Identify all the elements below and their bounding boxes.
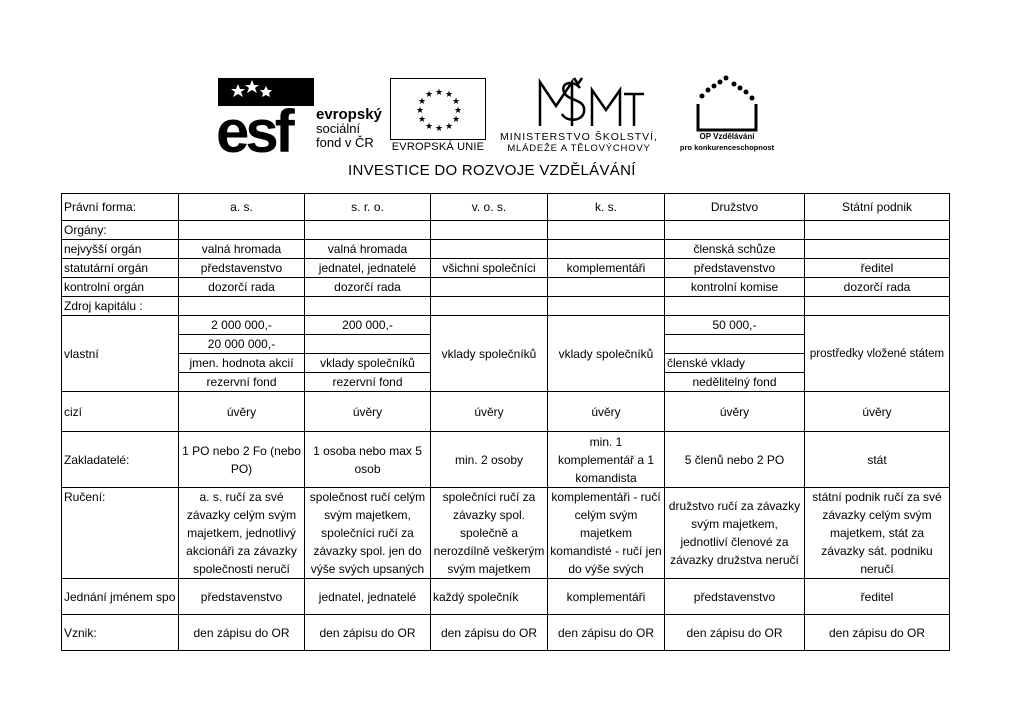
table-cell: družstvo ručí za závazky svým majetkem, jednotliví členové za závazky družstva neručí [665, 488, 805, 579]
opvk-logo [668, 74, 786, 160]
table-cell: každý společník [431, 579, 548, 615]
legal-forms-table [61, 193, 950, 651]
table-cell: úvěry [548, 392, 665, 432]
table-cell: valná hromada [305, 240, 431, 259]
svg-text:★: ★ [445, 122, 454, 132]
eu-logo [390, 78, 486, 156]
row-label: nejvyšší orgán [62, 240, 179, 259]
table-cell: 2 000 000,- [179, 316, 305, 335]
esf-wordmark [316, 108, 382, 150]
table-cell: členské vklady [665, 354, 805, 373]
table-cell: prostředky vložené státem [805, 316, 950, 392]
table-cell: dozorčí rada [179, 278, 305, 297]
table-cell: úvěry [179, 392, 305, 432]
table-cell: společnost ručí celým svým majetkem, společníci ručí za závazky spol. jen do výše svých upsaných [305, 488, 431, 579]
table-cell: dozorčí rada [805, 278, 950, 297]
msmt-line-2: MLÁDEŽE A TĚLOVÝCHOVY [507, 143, 651, 154]
column-header: s. r. o. [305, 194, 431, 221]
table-cell [665, 335, 805, 354]
table-cell: min. 1 komplementář a 1 komandista [548, 432, 665, 488]
row-label: kontrolní orgán [62, 278, 179, 297]
table-cell: den zápisu do OR [305, 615, 431, 651]
table-cell: den zápisu do OR [665, 615, 805, 651]
table-cell: představenstvo [665, 259, 805, 278]
table-cell: představenstvo [665, 579, 805, 615]
table-row [62, 221, 950, 240]
msmt-line-1: MINISTERSTVO ŠKOLSTVÍ, [500, 131, 658, 143]
svg-text:★: ★ [445, 90, 454, 100]
table-row [62, 615, 950, 651]
table-cell: den zápisu do OR [548, 615, 665, 651]
column-header: Družstvo [665, 194, 805, 221]
column-header: v. o. s. [431, 194, 548, 221]
table-cell: 20 000 000,- [179, 335, 305, 354]
table-cell [548, 240, 665, 259]
svg-text:★: ★ [452, 115, 461, 125]
svg-text:★: ★ [425, 90, 434, 100]
table-cell [548, 278, 665, 297]
table-cell: 5 členů nebo 2 PO [665, 432, 805, 488]
table-cell: vklady společníků [305, 354, 431, 373]
table-cell: 1 osoba nebo max 5 osob [305, 432, 431, 488]
svg-text:★: ★ [435, 88, 444, 98]
table-cell: jednatel, jednatelé [305, 259, 431, 278]
row-label: Orgány: [62, 221, 179, 240]
table-cell: jednatel, jednatelé [305, 579, 431, 615]
table-cell: rezervní fond [305, 373, 431, 392]
svg-text:★: ★ [425, 122, 434, 132]
esf-logo [218, 78, 388, 156]
msmt-logo [494, 76, 664, 162]
row-label: vlastní [62, 316, 179, 392]
esf-line-1: evropský [316, 106, 382, 123]
table-cell: státní podnik ručí za své závazky celým svým majetkem, stát za závazky sát. podniku neručí [805, 488, 950, 579]
table-cell: dozorčí rada [305, 278, 431, 297]
investice-slogan: INVESTICE DO ROZVOJE VZDĚLÁVÁNÍ [348, 162, 636, 179]
opvk-emblem-icon [668, 74, 786, 132]
row-label: Jednání jménem spo [62, 579, 179, 615]
table-row [62, 278, 950, 297]
table-cell: jmen. hodnota akcií [179, 354, 305, 373]
table-cell: valná hromada [179, 240, 305, 259]
row-label: Zakladatelé: [62, 432, 179, 488]
column-header: a. s. [179, 194, 305, 221]
svg-text:★: ★ [454, 106, 463, 116]
table-cell: stát [805, 432, 950, 488]
msmt-emblem-icon [494, 76, 664, 130]
row-label: cizí [62, 392, 179, 432]
header-logos [0, 70, 1024, 190]
table-cell: představenstvo [179, 259, 305, 278]
table-cell: rezervní fond [179, 373, 305, 392]
table-cell: den zápisu do OR [805, 615, 950, 651]
row-label: Ručení: [62, 488, 179, 579]
table-row [62, 432, 950, 488]
table-cell: komplementáři [548, 579, 665, 615]
table-cell: komplementáři - ručí celým svým majetkem komandisté - ručí jen do výše svých [548, 488, 665, 579]
table-cell [305, 335, 431, 354]
svg-text:esf: esf [218, 98, 291, 156]
esf-emblem-icon [218, 78, 316, 156]
table-cell: den zápisu do OR [431, 615, 548, 651]
table-cell: společníci ručí za závazky spol. společně a nerozdílně veškerým svým majetkem [431, 488, 548, 579]
table-cell: členská schůze [665, 240, 805, 259]
table-cell: kontrolní komise [665, 278, 805, 297]
row-label: Zdroj kapitálu : [62, 297, 179, 316]
table-cell: nedělitelný fond [665, 373, 805, 392]
table-cell: úvěry [665, 392, 805, 432]
table-cell [805, 240, 950, 259]
table-cell: úvěry [305, 392, 431, 432]
row-label: Vznik: [62, 615, 179, 651]
eu-flag-icon [390, 78, 486, 140]
table-cell: představenstvo [179, 579, 305, 615]
table-cell: vklady společníků [431, 316, 548, 392]
svg-text:★: ★ [435, 124, 444, 134]
column-header: k. s. [548, 194, 665, 221]
table-cell: 1 PO nebo 2 Fo (nebo PO) [179, 432, 305, 488]
corner-cell: Právní forma: [62, 194, 179, 221]
table-cell: min. 2 osoby [431, 432, 548, 488]
table-cell: ředitel [805, 259, 950, 278]
column-header: Státní podnik [805, 194, 950, 221]
table-cell: úvěry [805, 392, 950, 432]
table-row [62, 316, 950, 335]
table-row [62, 259, 950, 278]
table-cell: úvěry [431, 392, 548, 432]
opvk-line-2: pro konkurenceschopnost [679, 143, 775, 152]
table-row [62, 579, 950, 615]
table-cell [431, 278, 548, 297]
svg-text:★: ★ [418, 97, 427, 107]
table-cell: den zápisu do OR [179, 615, 305, 651]
opvk-line-1: OP Vzdělávání [699, 132, 755, 141]
svg-text:★: ★ [416, 106, 425, 116]
table-row [62, 240, 950, 259]
table-header-row [62, 194, 950, 221]
svg-text:★: ★ [418, 115, 427, 125]
table-cell: 200 000,- [305, 316, 431, 335]
table-cell: vklady společníků [548, 316, 665, 392]
svg-text:★: ★ [452, 97, 461, 107]
table-cell: všichni společníci [431, 259, 548, 278]
table-cell: ředitel [805, 579, 950, 615]
table-row [62, 297, 950, 316]
table-cell [431, 240, 548, 259]
table-cell: 50 000,- [665, 316, 805, 335]
esf-line-2: sociální [316, 121, 361, 136]
table-row [62, 392, 950, 432]
eu-label: EVROPSKÁ UNIE [391, 141, 485, 153]
table-cell: komplementáři [548, 259, 665, 278]
esf-line-3: fond v ČR [316, 135, 374, 150]
table-cell: a. s. ručí za své závazky celým svým majetkem, jednotlivý akcionáři za závazky společnosti neručí [179, 488, 305, 579]
row-label: statutární orgán [62, 259, 179, 278]
table-row [62, 488, 950, 579]
